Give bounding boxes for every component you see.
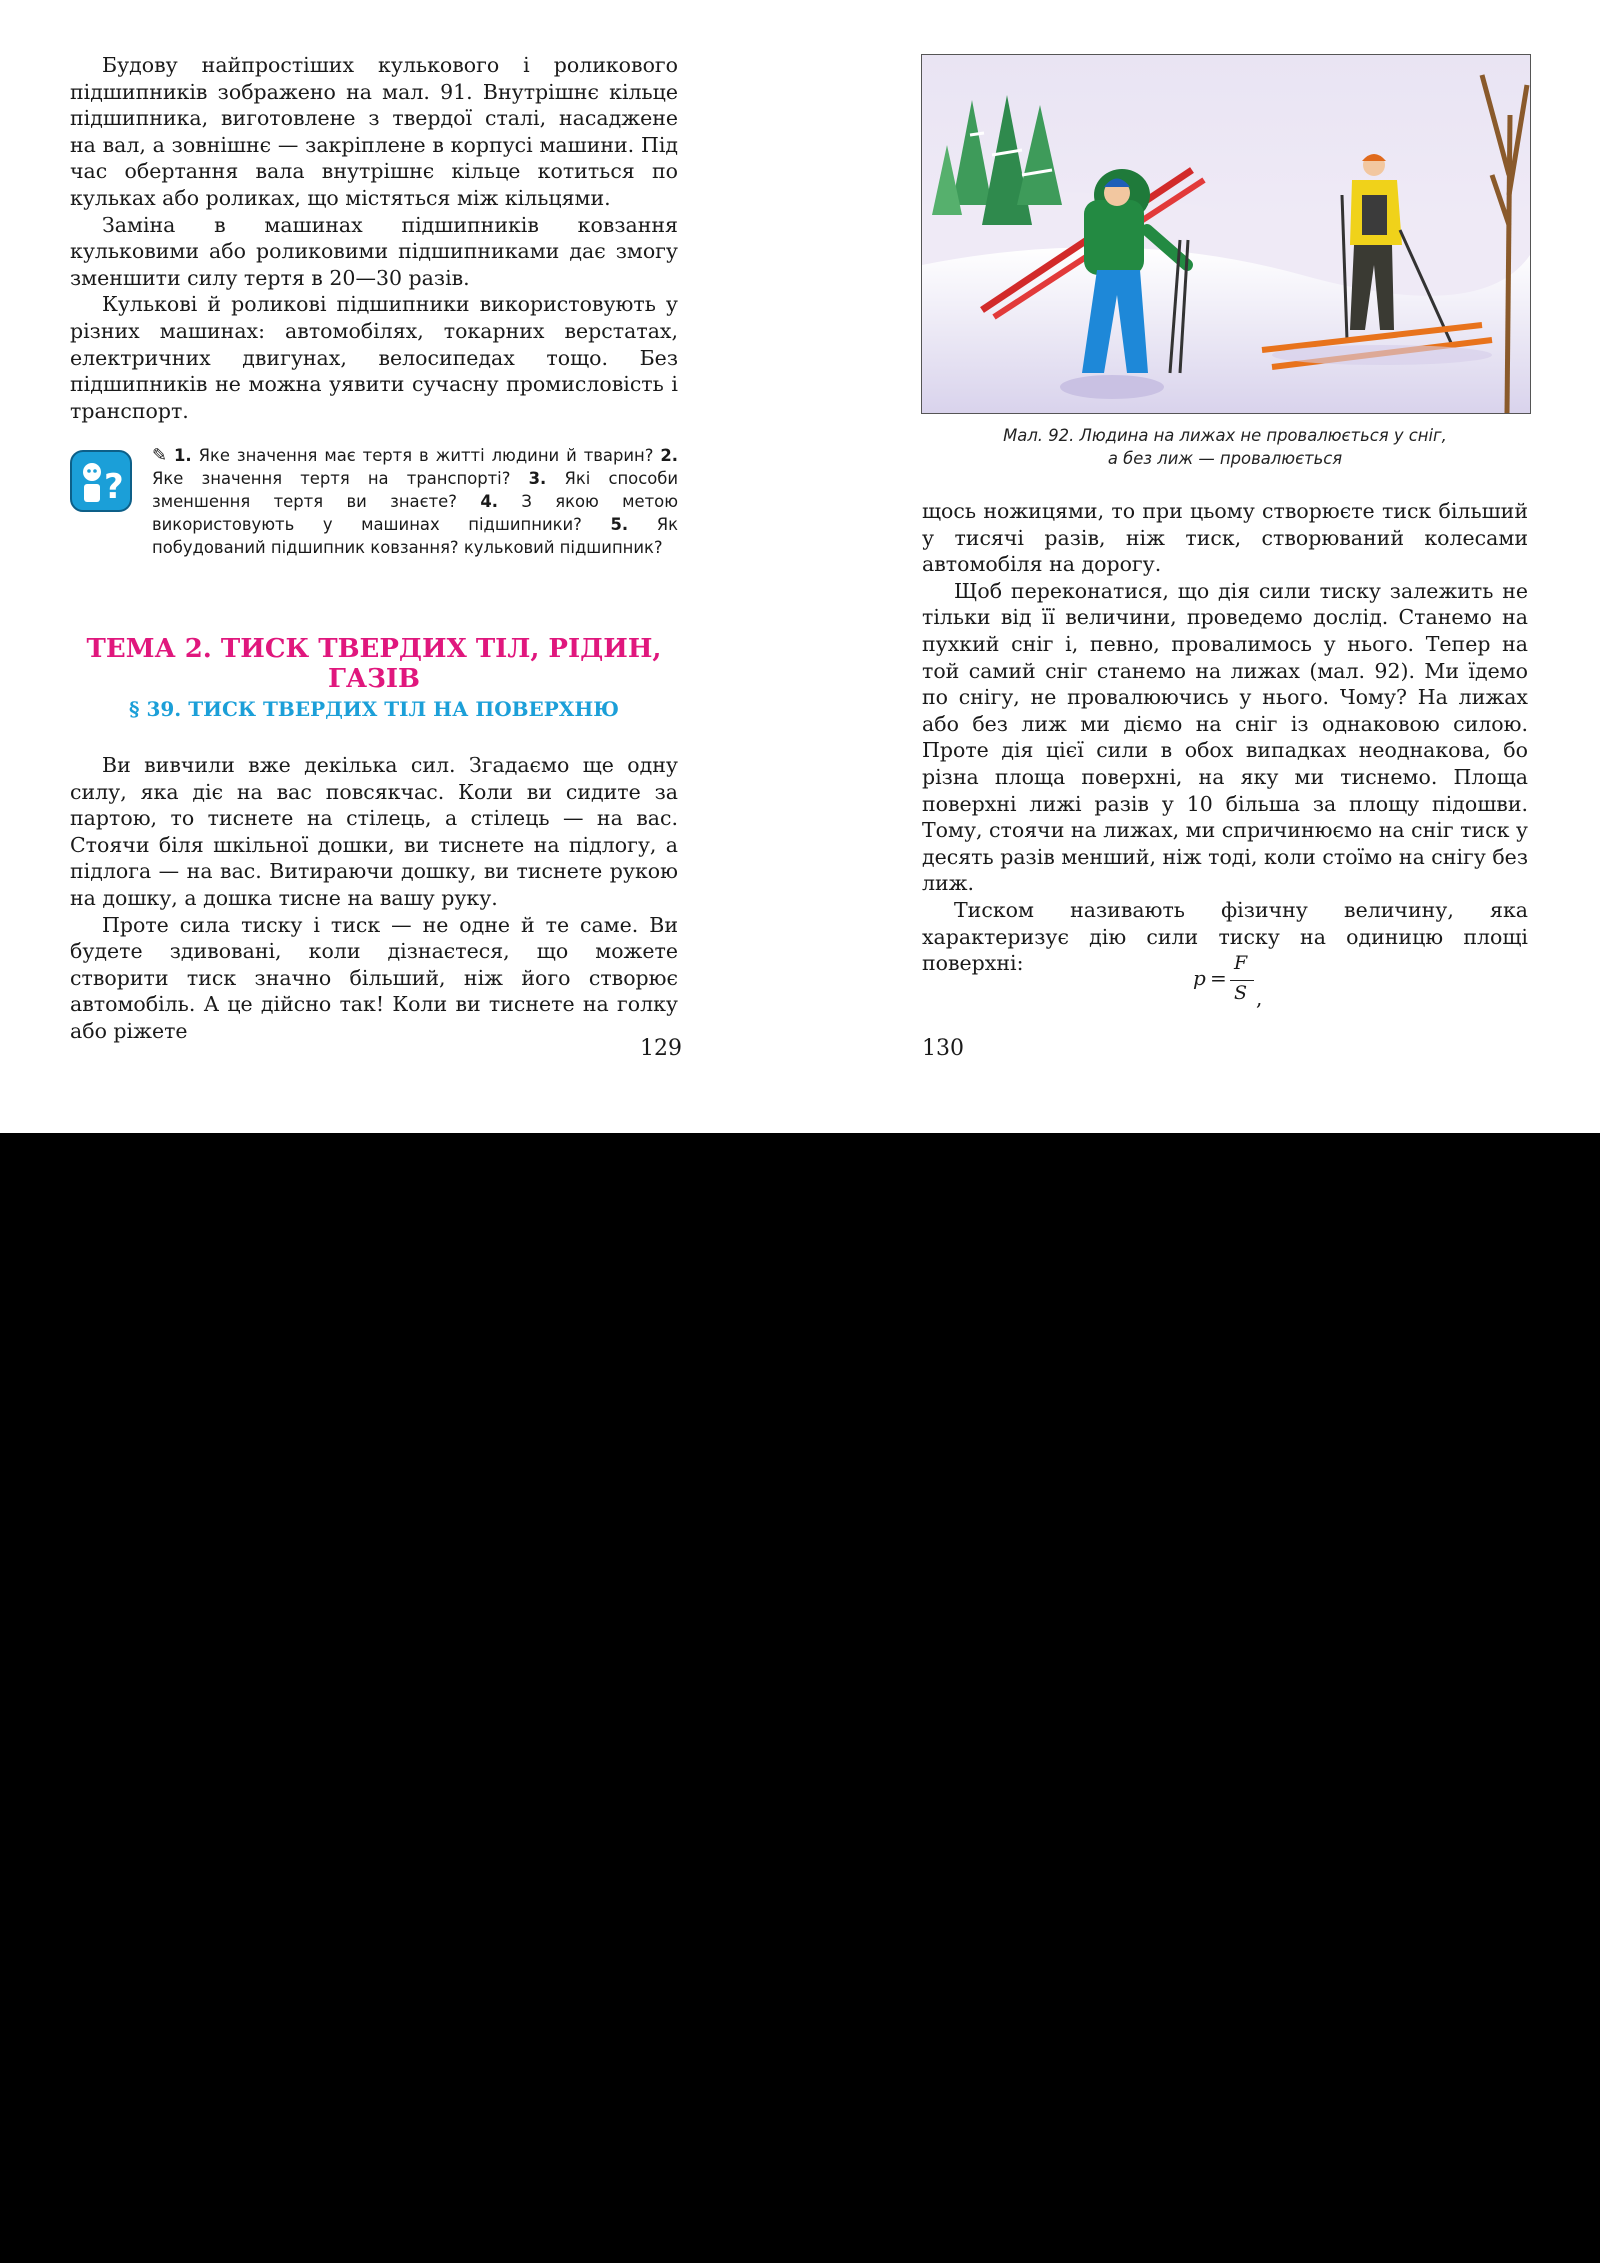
question-text: Яке значення тертя на транспорті?	[152, 469, 511, 488]
formula-p: p	[1193, 966, 1206, 990]
pressure-formula	[1190, 952, 1310, 1012]
figure-caption	[922, 424, 1528, 470]
paragraph: Щоб переконатися, що дія сили тиску залежить не тільки від її величини, проведемо дослід. Станемо на пухкий сніг і, певно, провалимось у нього. Тепер на той самий сніг станемо на лижах (мал. 92). Ми їдемо по снігу, не провалюючись у нього. Чому? На лижах або без лиж ми діємо на сніг із однаковою силою. Проте дія цієї сили в обох випадках неоднакова, бо різна площа поверхні, на яку ми тиснемо. Площа поверхні лижі разів у 10 більша за площу підошви. Тому, стоячи на лижах, ми спричинюємо на сніг тиск у десять разів менший, ніж тоді, коли стоїмо на снігу без лиж.	[922, 578, 1528, 896]
left-bottom-text	[70, 752, 678, 1045]
theme-title: ТЕМА 2. ТИСК ТВЕРДИХ ТІЛ, РІДИН, ГАЗІВ	[86, 634, 662, 694]
paragraph: Заміна в машинах підшипників ковзання кульковими або роликовими підшипниками дає змогу зменшити силу тертя в 20—30 разів.	[70, 212, 678, 290]
right-text	[922, 498, 1528, 977]
formula-denominator: S	[1234, 982, 1248, 1004]
section-title: § 39. ТИСК ТВЕРДИХ ТІЛ НА ПОВЕРХНЮ	[129, 697, 619, 721]
paragraph: щось ножицями, то при цьому створюєте тиск більший у тисячі разів, ніж тиск, створюваний колесами автомобіля на дорогу.	[922, 499, 1528, 577]
question-number: 1.	[174, 446, 192, 465]
formula-comma: ,	[1256, 986, 1263, 1010]
caption-line: Мал. 92. Людина на лижах не провалюється у сніг,	[1003, 426, 1447, 445]
question-text: Як побудований підшипник ковзання? кульковий підшипник?	[152, 515, 678, 557]
question-number: 5.	[610, 515, 629, 534]
questions-text	[152, 444, 678, 559]
skiing-illustration	[921, 54, 1531, 414]
fraction-bar	[1230, 980, 1254, 981]
paragraph: Ви вивчили вже декілька сил. Згадаємо ще одну силу, яка діє на вас повсякчас. Коли ви сидите за партою, то тиснете на стілець, а стілець — на вас. Стоячи біля шкільної дошки, ви тиснете на підлогу, а підлога — на вас. Витираючи дошку, ви тиснете рукою на дошку, а дошка тисне на вашу руку.	[70, 753, 678, 910]
question-text: З якою метою використовують у машинах підшипники?	[152, 492, 678, 534]
question-text: Які способи зменшення тертя ви знаєте?	[152, 469, 678, 511]
question-text: Яке значення має тертя в житті людини й тварин?	[198, 446, 654, 465]
pencil-icon: ✎	[152, 445, 168, 466]
caption-line: а без лиж — провалюється	[1107, 449, 1343, 468]
question-number: 3.	[528, 469, 547, 488]
paragraph: Тиском називають фізичну величину, яка характеризує дію сили тиску на одиницю площі поверхні:	[922, 897, 1528, 976]
formula-numerator: F	[1234, 952, 1248, 974]
page-number-left: 129	[640, 1036, 682, 1061]
question-icon	[70, 450, 132, 512]
paragraph: Проте сила тиску і тиск — не одне й те саме. Ви будете здивовані, коли дізнаєтеся, що можете створити тиск значно більший, ніж його створює автомобіль. А це дійсно так! Коли ви тиснете на голку або ріжете	[70, 912, 678, 1043]
questions-box	[70, 444, 678, 564]
svg-text:?: ?	[104, 467, 124, 507]
question-number: 4.	[480, 492, 498, 511]
page-number-right: 130	[922, 1036, 964, 1061]
formula-eq: =	[1210, 966, 1227, 990]
paragraph: Будову найпростіших кулькового і роликового підшипників зображено на мал. 91. Внутрішнє кільце підшипника, виготовлене з твердої сталі, насаджене на вал, а зовнішнє — закріплене в корпусі машини. Під час обертання вала внутрішнє кільце котиться по кульках або роликах, що містяться між кільцями.	[70, 53, 678, 210]
question-number: 2.	[660, 446, 678, 465]
left-top-text	[70, 52, 678, 424]
paragraph: Кулькові й роликові підшипники використовують у різних машинах: автомобілях, токарних верстатах, електричних двигунах, велосипедах тощо. Без підшипників не можна уявити сучасну промисловість і транспорт.	[70, 292, 678, 423]
